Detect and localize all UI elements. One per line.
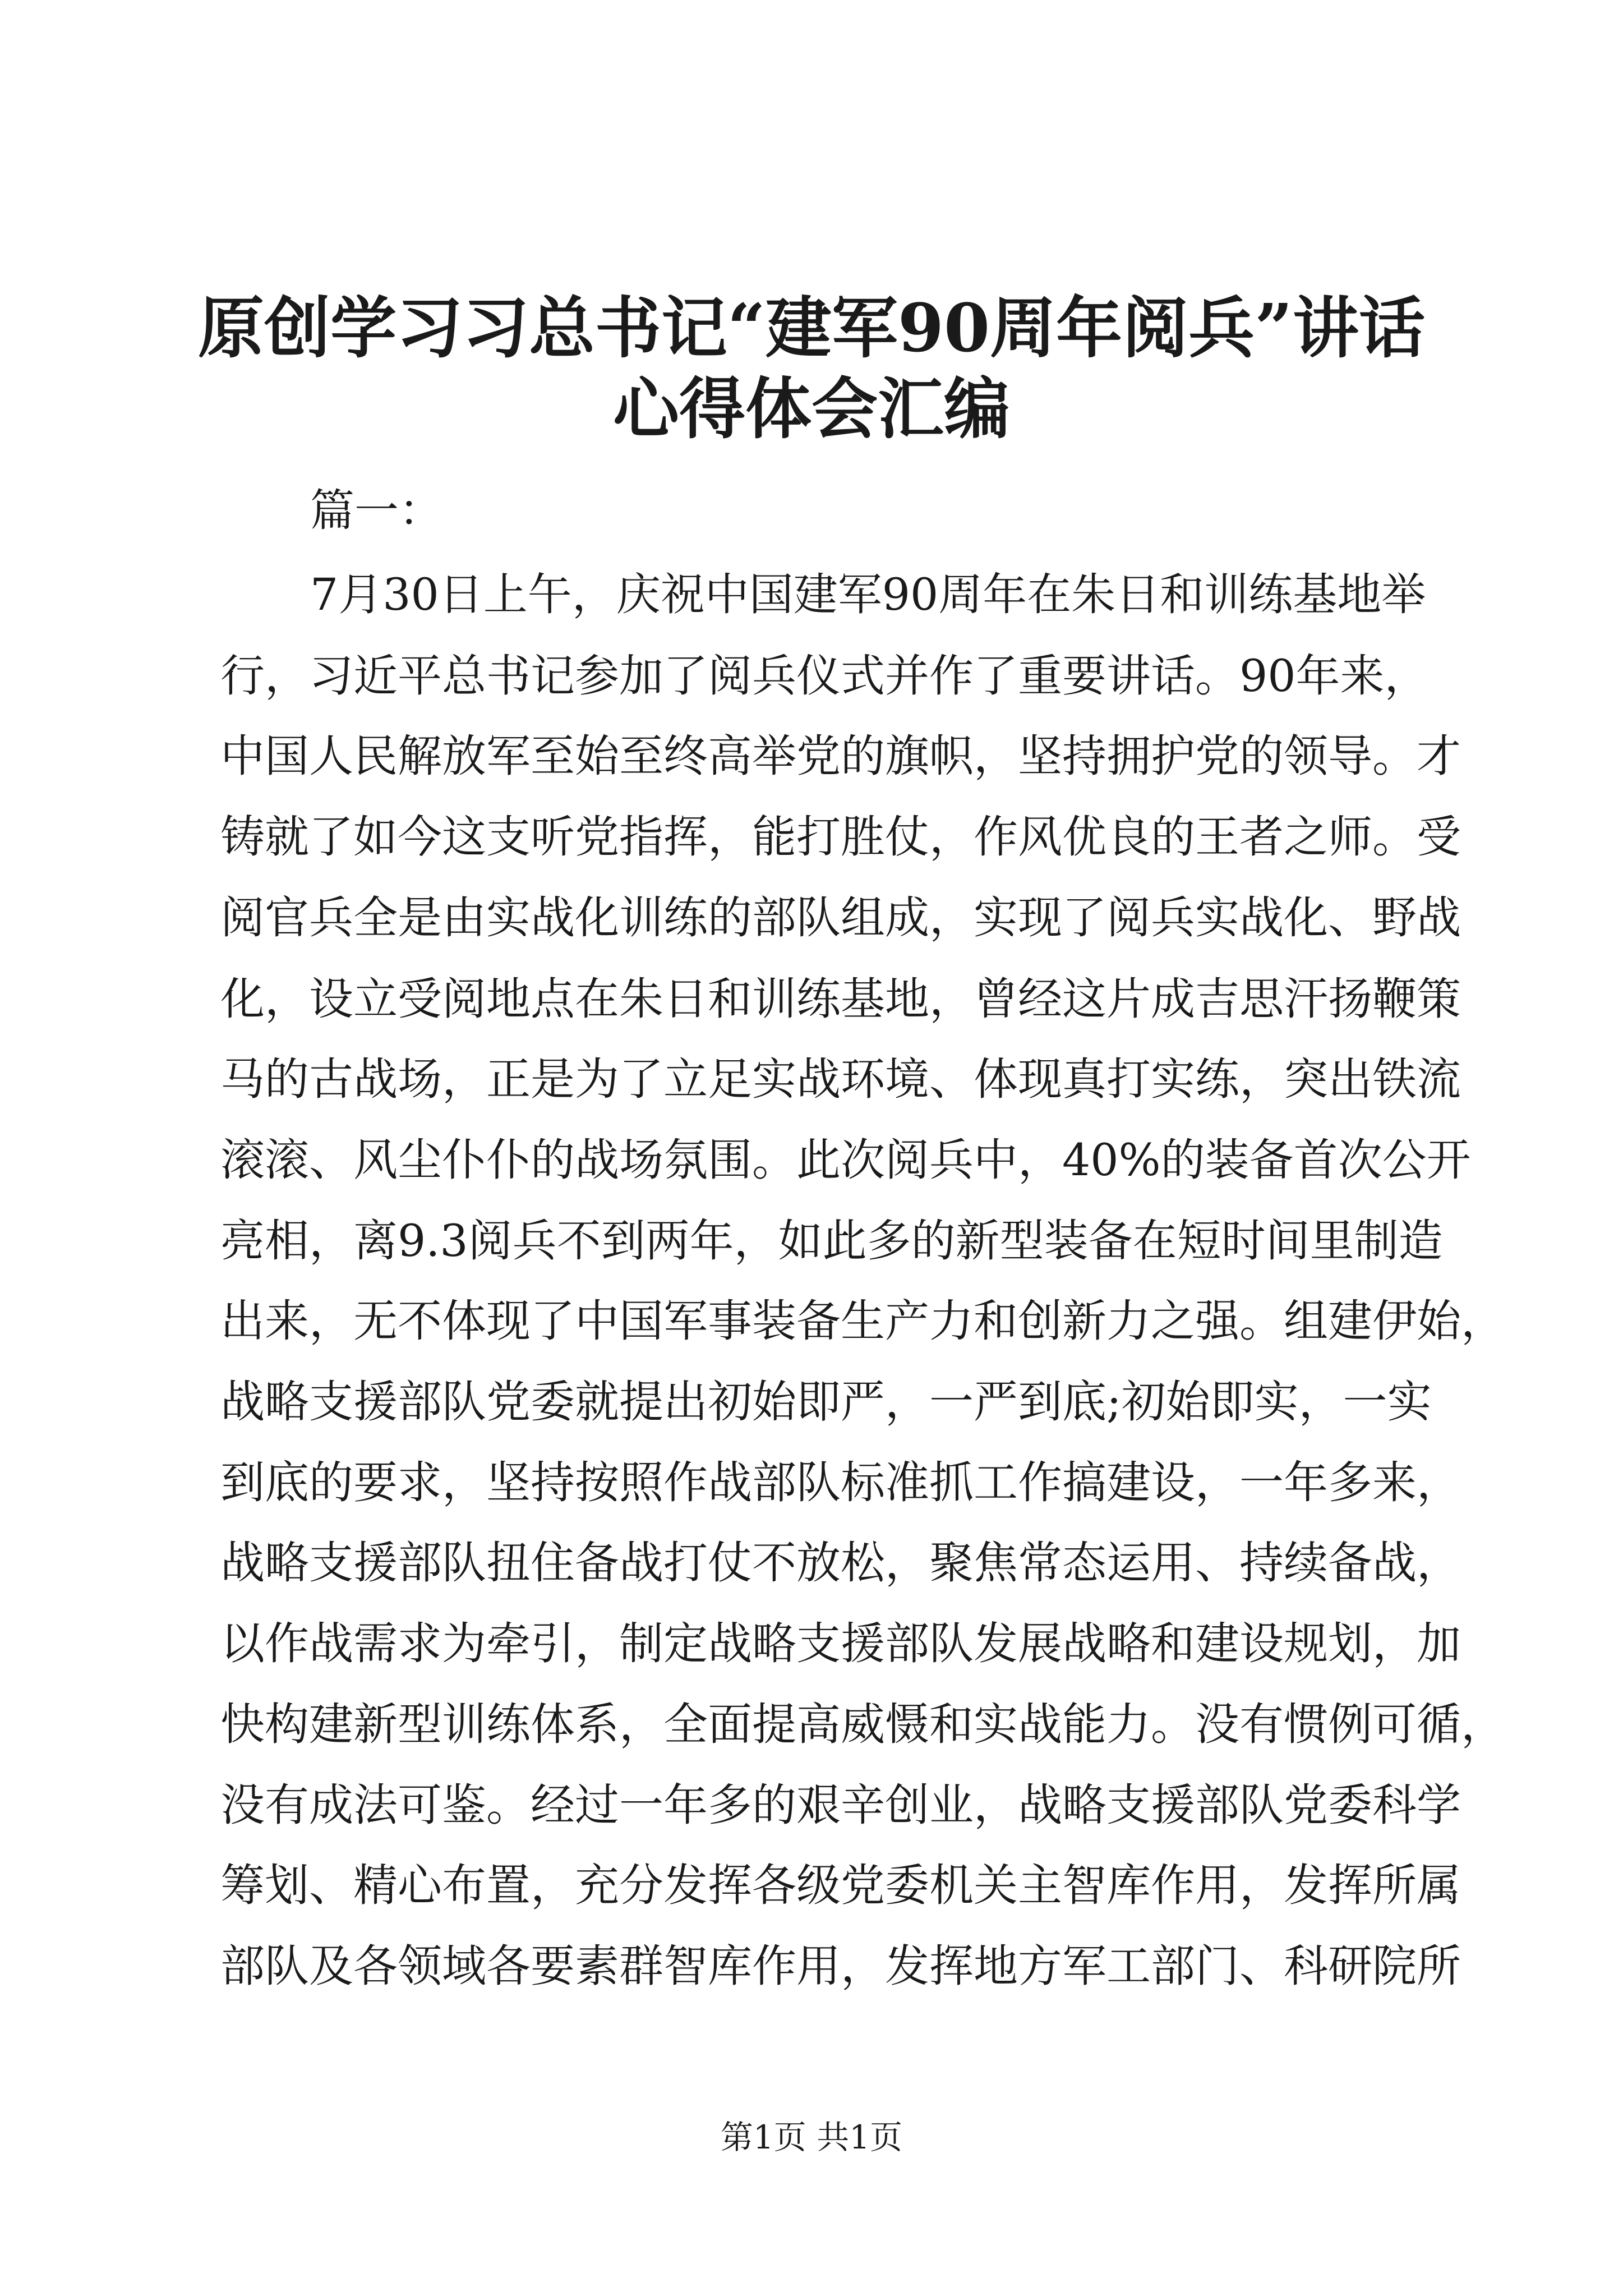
paragraph-line: 马的古战场，正是为了立足实战环境、体现真打实练，突出铁流 [220,1053,1461,1105]
document-title-line-1: 原创学习习总书记“建军90周年阅兵”讲话 [198,289,1425,367]
paragraph-line: 没有成法可鉴。经过一年多的艰辛创业，战略支援部队党委科学 [220,1779,1461,1831]
paragraph-line: 出来，无不体现了中国军事装备生产力和创新力之强。组建伊始， [220,1295,1505,1347]
paragraph-line: 快构建新型训练体系，全面提高威慑和实战能力。没有惯例可循， [220,1699,1505,1750]
paragraph-line: 战略支援部队党委就提出初始即严，一严到底;初始即实，一实 [220,1376,1432,1428]
document-title-line-2: 心得体会汇编 [612,370,1010,448]
paragraph-line: 阅官兵全是由实战化训练的部队组成，实现了阅兵实战化、野战 [220,892,1461,944]
paragraph-line: 铸就了如今这支听党指挥，能打胜仗，作风优良的王者之师。受 [220,811,1461,863]
paragraph-line: 部队及各领域各要素群智库作用，发挥地方军工部门、科研院所 [220,1940,1461,1992]
paragraph-line: 战略支援部队扭住备战打仗不放松，聚焦常态运用、持续备战， [220,1537,1461,1589]
section-label: 篇一： [310,485,443,536]
paragraph-line: 亮相，离9.3阅兵不到两年，如此多的新型装备在短时间里制造 [220,1215,1443,1267]
page-footer: 第1页 共1页 [720,2118,903,2156]
paragraph-line: 行，习近平总书记参加了阅兵仪式并作了重要讲话。90年来， [220,650,1429,702]
paragraph-line: 筹划、精心布置，充分发挥各级党委机关主智库作用，发挥所属 [220,1860,1461,1911]
paragraph-line: 以作战需求为牵引，制定战略支援部队发展战略和建设规划，加 [220,1618,1461,1669]
paragraph-line: 到底的要求，坚持按照作战部队标准抓工作搞建设，一年多来， [220,1457,1461,1508]
paragraph-line: 化，设立受阅地点在朱日和训练基地，曾经这片成吉思汗扬鞭策 [220,973,1461,1025]
paragraph-line: 7月30日上午，庆祝中国建军90周年在朱日和训练基地举 [310,569,1426,620]
paragraph-line: 中国人民解放军至始至终高举党的旗帜，坚持拥护党的领导。才 [220,730,1461,782]
paragraph-line: 滚滚、风尘仆仆的战场氛围。此次阅兵中，40%的装备首次公开 [220,1134,1471,1186]
